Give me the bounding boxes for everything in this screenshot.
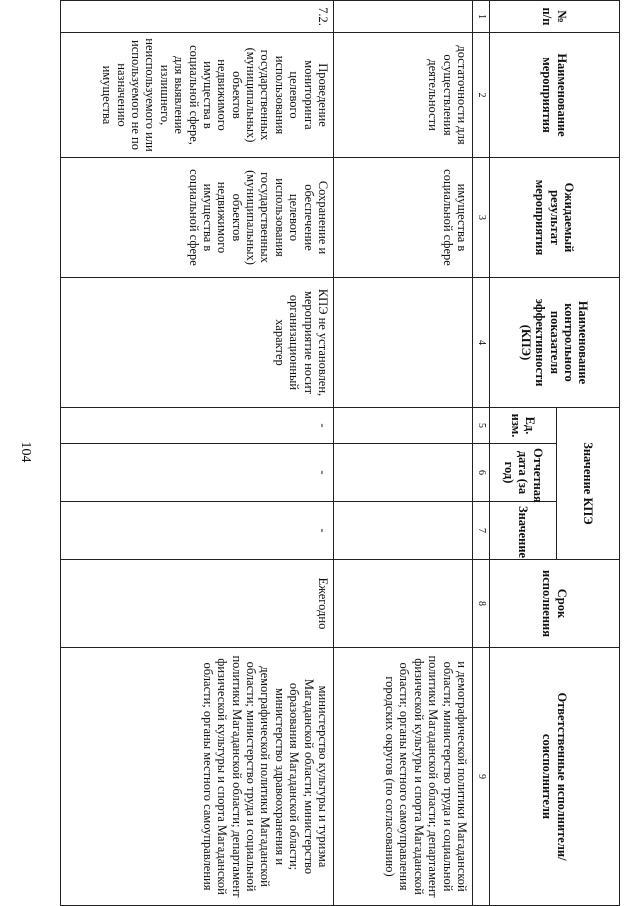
row-name: достаточности для осуществления деятельности: [334, 33, 473, 158]
row-result: имущества в социальной сфере: [334, 158, 473, 278]
column-number: 8: [473, 560, 490, 648]
row-result: Сохранение и обеспечение целевого использования государственных (муниципальных) объектов недвижимого имущества в социальной сфере: [61, 158, 334, 278]
header-responsible: Ответственные исполнители/ соисполнители: [490, 648, 620, 906]
header-kpi-value: Значение КПЭ: [557, 408, 620, 560]
row-unit: [334, 408, 473, 444]
table-row: [334, 1, 473, 906]
header-row: [557, 1, 620, 906]
row-date: -: [61, 444, 334, 502]
row-deadline: [334, 560, 473, 648]
row-date: [334, 444, 473, 502]
header-kpi-name: Наименование контрольного показателя эффективности (КПЭ): [490, 278, 620, 408]
row-responsible: и демографической политики Магаданской области; министерство труда и социальной политики Магаданской области; департамент физической культуры и спорта Магаданской области; органы местного самоуправления городских округов (по согласованию): [334, 648, 473, 906]
column-number: 2: [473, 33, 490, 158]
column-number: 9: [473, 648, 490, 906]
header-name: Наименование мероприятия: [490, 33, 620, 158]
column-number: 5: [473, 408, 490, 444]
table-frame: [60, 0, 620, 905]
row-deadline: Ежегодно: [61, 560, 334, 648]
row-unit: -: [61, 408, 334, 444]
header-deadline: Срок исполнения: [490, 560, 620, 648]
column-number: 7: [473, 502, 490, 560]
header-unit: Ед. изм.: [490, 408, 557, 444]
column-number: 6: [473, 444, 490, 502]
column-number-row: [473, 1, 490, 906]
header-result: Ожидаемый результат мероприятия: [490, 158, 620, 278]
row-kpi-name: [334, 278, 473, 408]
row-responsible: министерство культуры и туризма Магаданской области; министерство образования Магаданской области; министерство здравоохранения и демографической политики Магаданской области; министерство труда и социальной политики Магаданской области; департамент физической культуры и спорта Магаданской области; органы местного самоуправления: [61, 648, 334, 906]
row-value: [334, 502, 473, 560]
column-number: 4: [473, 278, 490, 408]
header-value: Значение: [490, 502, 557, 560]
page-number: 104: [18, 441, 33, 463]
row-kpi-name: КПЭ не установлен, мероприятие носит организационный характер: [61, 278, 334, 408]
row-num: [334, 1, 473, 33]
column-number: 1: [473, 1, 490, 33]
row-num: 7.2.: [61, 1, 334, 33]
row-name: Проведение мониторинга целевого использования государственных (муниципальных) объектов недвижимого имущества в социальной сфере, для выявление излишнего, неиспользуемого или используемого не по назначению имущества: [61, 33, 334, 158]
measures-table: [60, 0, 620, 906]
header-date: Отчетная дата (за год): [490, 444, 557, 502]
column-number: 3: [473, 158, 490, 278]
header-num: № п/п: [490, 1, 620, 33]
table-row: [61, 1, 334, 906]
row-value: -: [61, 502, 334, 560]
